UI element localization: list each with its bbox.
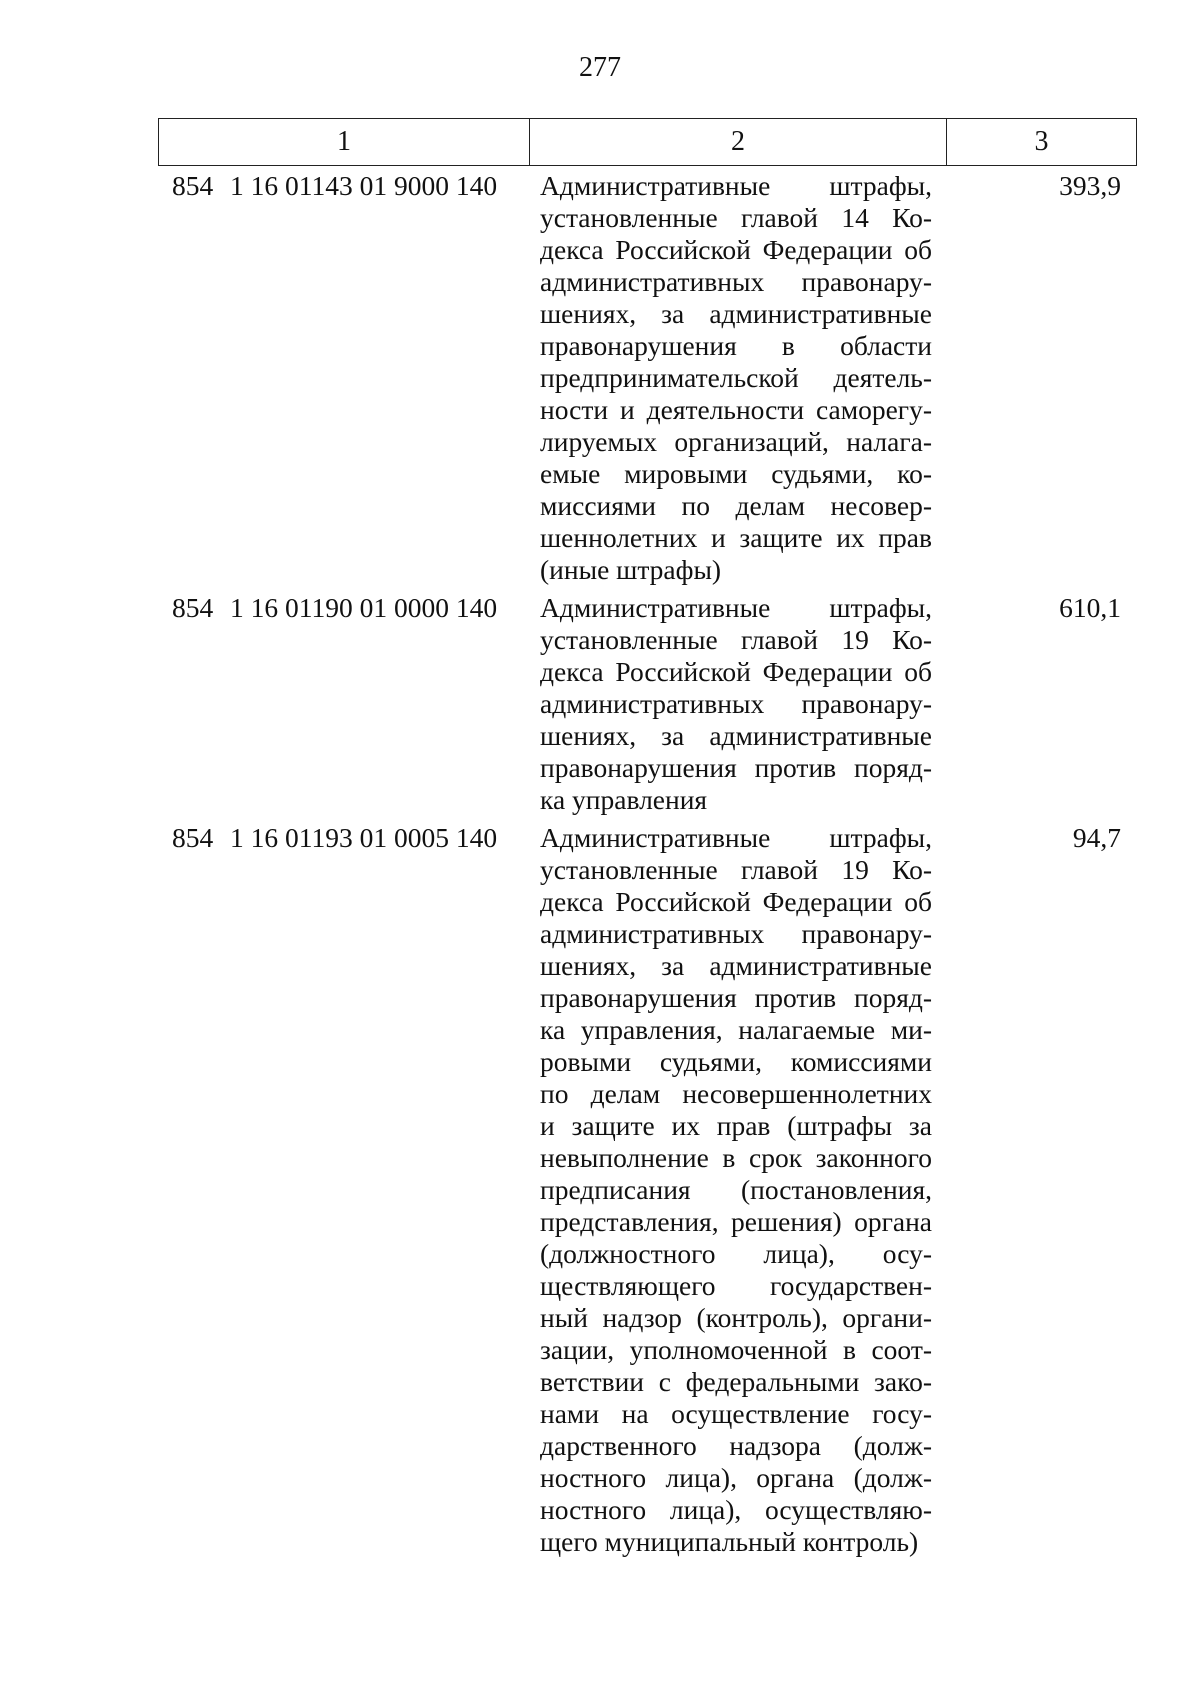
page-number: 277 <box>579 52 621 83</box>
table-row <box>158 822 1133 1558</box>
description-line: установленные главой 14 Ко- <box>540 202 932 233</box>
description-line: предписания (постановления, <box>540 1174 932 1205</box>
description-line: шениях, за административные <box>540 720 932 751</box>
description-line: по делам несовершеннолетних <box>540 1078 932 1109</box>
description-line: правонарушения против поряд- <box>540 982 932 1013</box>
header-col-2: 2 <box>530 119 947 166</box>
description-line: ности и деятельности саморегу- <box>540 394 932 425</box>
admin-code: 854 <box>172 170 214 201</box>
description-line: правонарушения против поряд- <box>540 752 932 783</box>
income-code: 1 16 01143 01 9000 140 <box>230 170 498 201</box>
description-line: правонарушения в области <box>540 330 932 361</box>
table-row <box>158 170 1133 586</box>
description-line: ка управления <box>540 784 708 815</box>
description-line: ществляющего государствен- <box>540 1270 932 1301</box>
description-line: шениях, за административные <box>540 298 932 329</box>
description-line: шеннолетних и защите их прав <box>540 522 932 553</box>
description-line: и защите их прав (штрафы за <box>540 1110 932 1141</box>
description-line: ровыми судьями, комиссиями <box>540 1046 932 1077</box>
description-line: представления, решения) органа <box>540 1206 932 1237</box>
description-line: установленные главой 19 Ко- <box>540 624 932 655</box>
description-line: нами на осуществление госу- <box>540 1398 932 1429</box>
description-line: щего муниципальный контроль) <box>540 1526 919 1557</box>
description-line: декса Российской Федерации об <box>540 234 932 265</box>
description-line: ка управления, налагаемые ми- <box>540 1014 932 1045</box>
description-line: лируемых организаций, налага- <box>540 426 932 457</box>
description-line: установленные главой 19 Ко- <box>540 854 932 885</box>
description-line: Административные штрафы, <box>540 822 932 853</box>
income-code: 1 16 01193 01 0005 140 <box>230 822 498 853</box>
description <box>528 170 944 586</box>
description-line: декса Российской Федерации об <box>540 886 932 917</box>
description-line: зации, уполномоченной в соот- <box>540 1334 932 1365</box>
description-line: дарственного надзора (долж- <box>540 1430 932 1461</box>
description-line: предпринимательской деятель- <box>540 362 932 393</box>
description-line: миссиями по делам несовер- <box>540 490 932 521</box>
header-col-1: 1 <box>159 119 530 166</box>
table-body <box>158 170 1133 1564</box>
description-line: административных правонару- <box>540 688 932 719</box>
description <box>528 822 944 1558</box>
description-line: административных правонару- <box>540 918 932 949</box>
description-line: административных правонару- <box>540 266 932 297</box>
amount: 393,9 <box>1059 170 1121 201</box>
description-line: шениях, за административные <box>540 950 932 981</box>
table-header <box>158 118 1137 166</box>
description-line: ветствии с федеральными зако- <box>540 1366 932 1397</box>
header-col-3: 3 <box>947 119 1137 166</box>
table-row <box>158 592 1133 816</box>
description-line: Административные штрафы, <box>540 592 932 623</box>
description <box>528 592 944 816</box>
description-line: Административные штрафы, <box>540 170 932 201</box>
description-line: (должностного лица), осу- <box>540 1238 932 1269</box>
admin-code: 854 <box>172 592 214 623</box>
amount: 94,7 <box>1072 822 1121 853</box>
description-line: ностного лица), осуществляю- <box>540 1494 932 1525</box>
description-line: ный надзор (контроль), органи- <box>540 1302 932 1333</box>
description-line: невыполнение в срок законного <box>540 1142 932 1173</box>
description-line: емые мировыми судьями, ко- <box>540 458 932 489</box>
description-line: (иные штрафы) <box>540 554 722 585</box>
amount: 610,1 <box>1059 592 1121 623</box>
description-line: ностного лица), органа (долж- <box>540 1462 932 1493</box>
income-code: 1 16 01190 01 0000 140 <box>230 592 498 623</box>
admin-code: 854 <box>172 822 214 853</box>
description-line: декса Российской Федерации об <box>540 656 932 687</box>
